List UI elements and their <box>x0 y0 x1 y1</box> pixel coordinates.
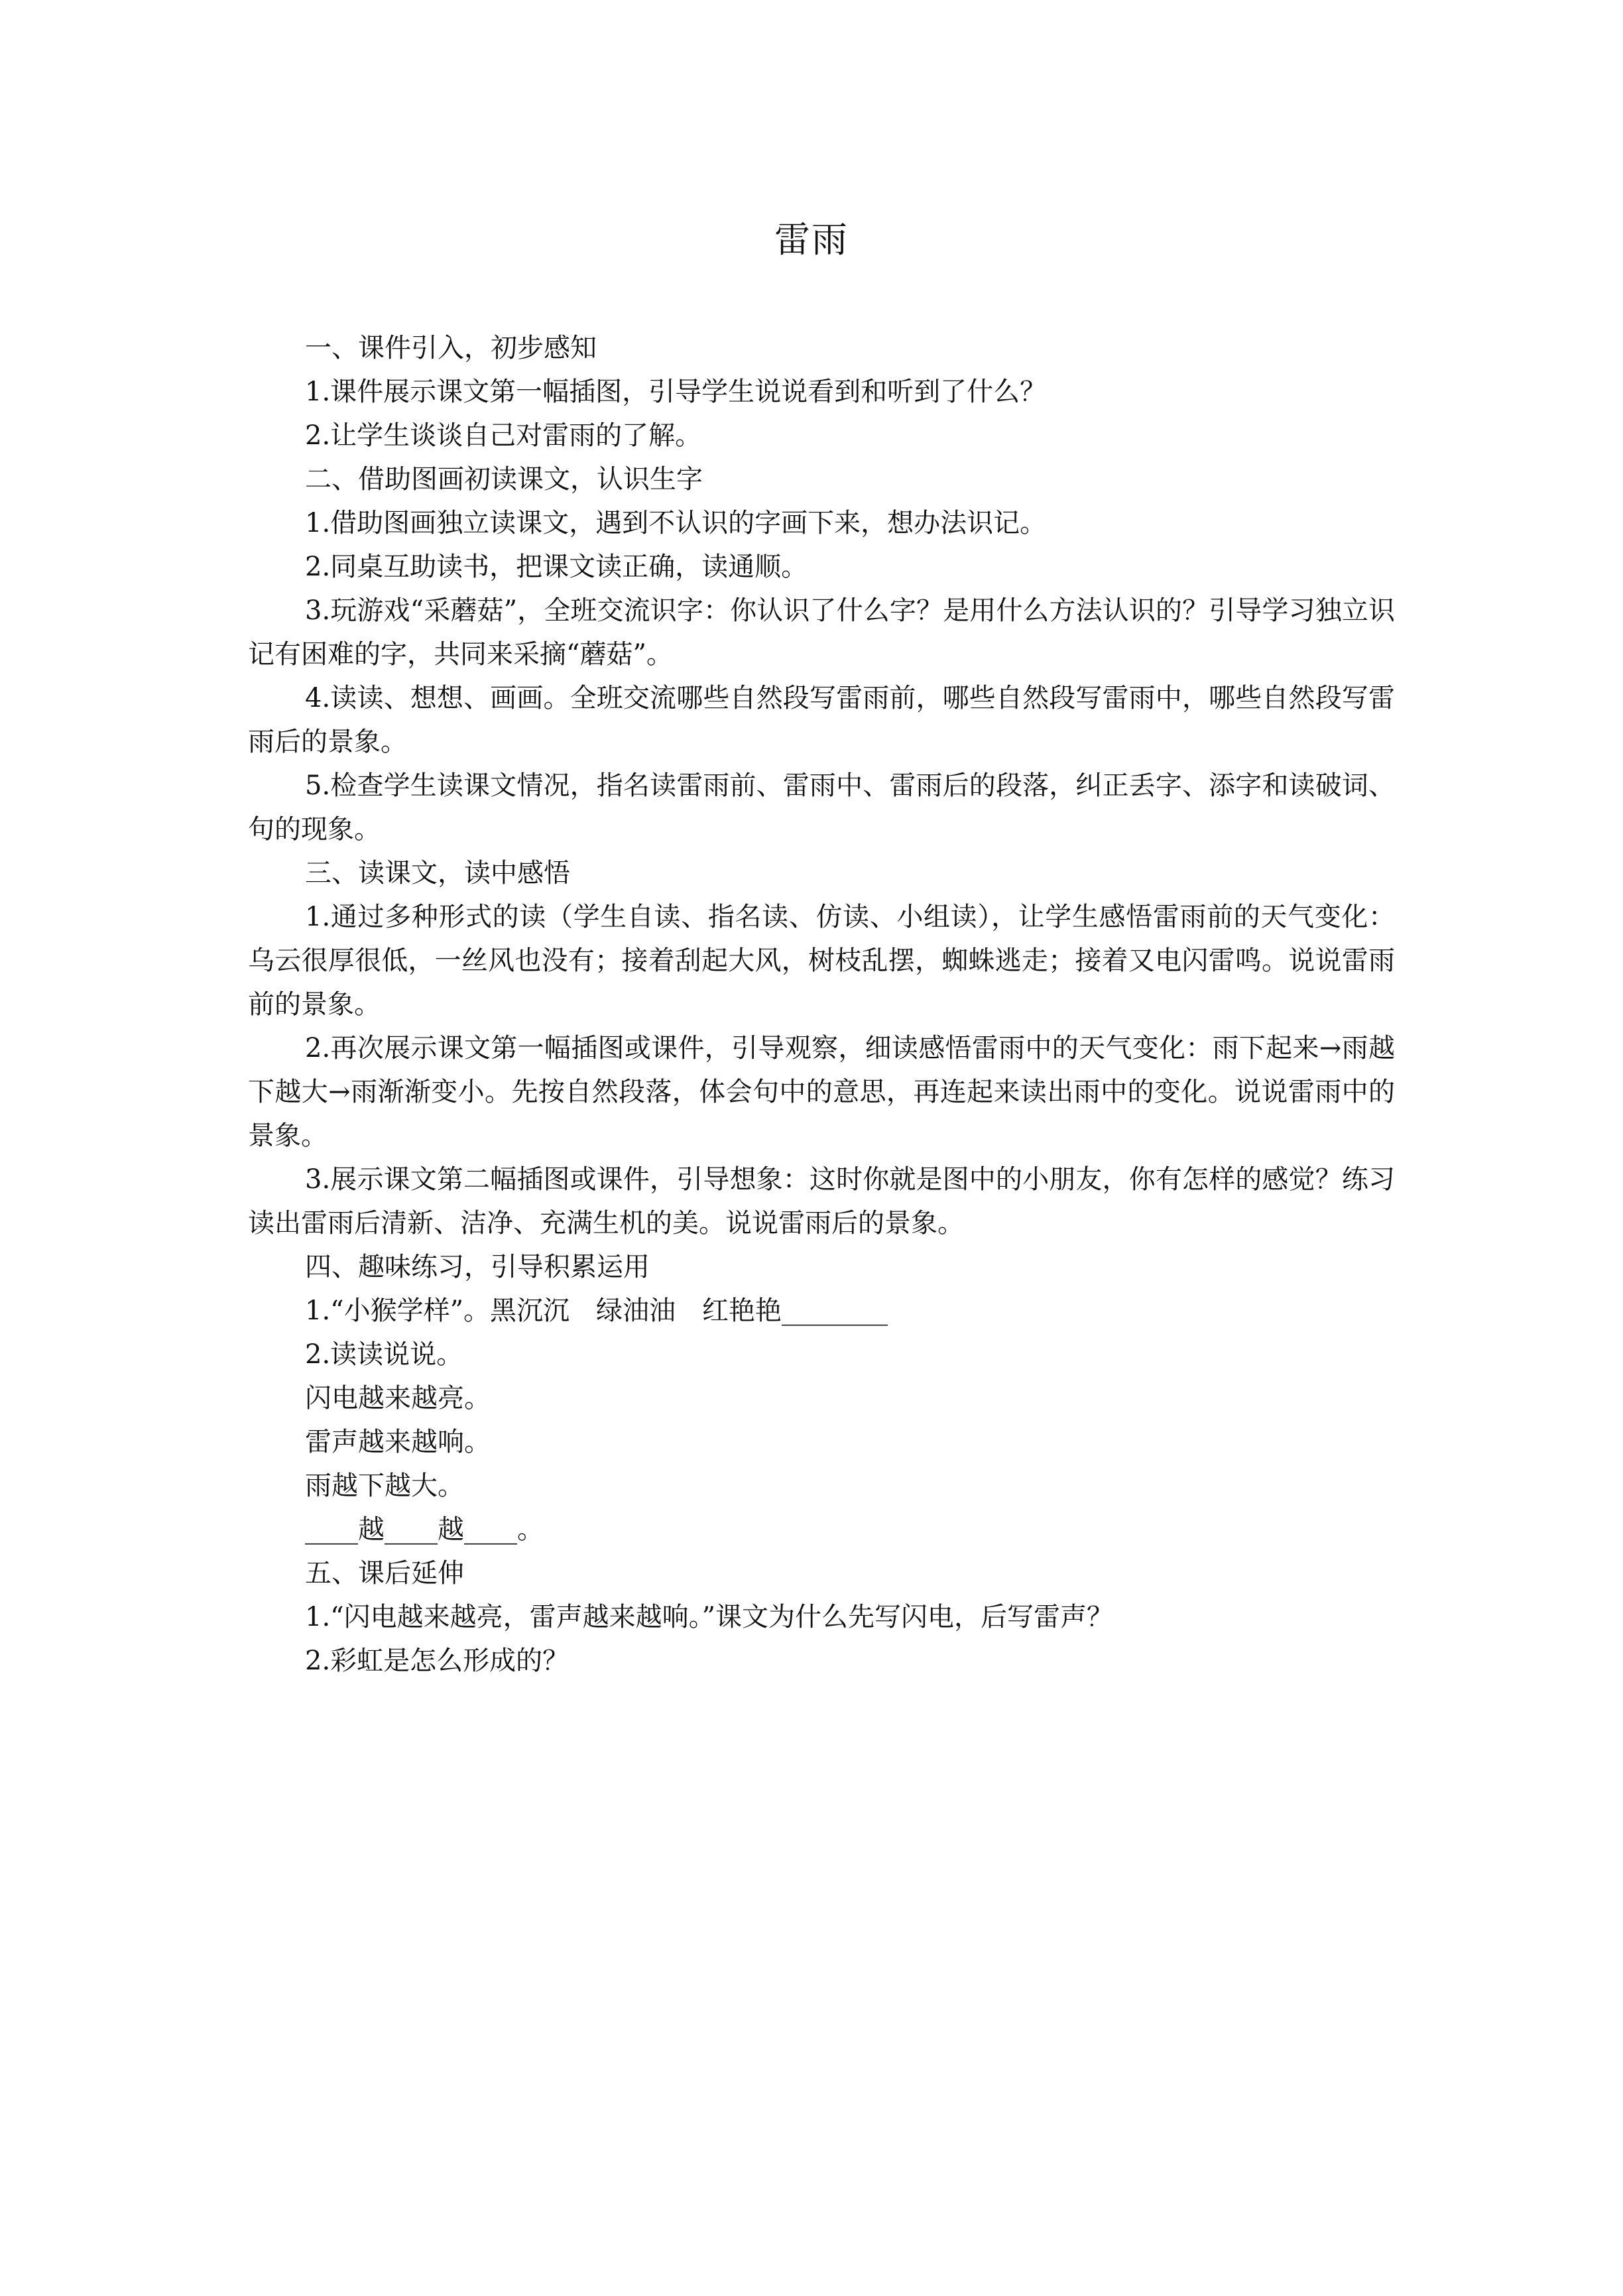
paragraph: 4.读读、想想、画画。全班交流哪些自然段写雷雨前，哪些自然段写雷雨中，哪些自然段写雷雨后的景象。 <box>248 683 1395 757</box>
paragraph: 1.通过多种形式的读（学生自读、指名读、仿读、小组读），让学生感悟雷雨前的天气变化：乌云很厚很低，一丝风也没有；接着刮起大风，树枝乱摆，蜘蛛逃走；接着又电闪雷鸣。说说雷雨前的景象。 <box>248 902 1395 1020</box>
paragraph: 2.同桌互助读书，把课文读正确，读通顺。 <box>305 552 808 582</box>
paragraph: 2.彩虹是怎么形成的？ <box>305 1646 570 1676</box>
paragraph: 3.展示课文第二幅插图或课件，引导想象：这时你就是图中的小朋友，你有怎样的感觉？练习读出雷雨后清新、洁净、充满生机的美。说说雷雨后的景象。 <box>248 1164 1395 1239</box>
paragraph: 2.让学生谈谈自己对雷雨的了解。 <box>305 420 702 451</box>
paragraph: 5.检查学生读课文情况，指名读雷雨前、雷雨中、雷雨后的段落，纠正丢字、添字和读破词、句的现象。 <box>248 770 1395 845</box>
section-heading-4: 四、趣味练习，引导积累运用 <box>305 1252 650 1282</box>
paragraph: 闪电越来越亮。 <box>305 1383 491 1414</box>
document-body <box>248 326 1395 1683</box>
paragraph: 2.再次展示课文第一幅插图或课件，引导观察，细读感悟雷雨中的天气变化：雨下起来→雨越下越大→雨渐渐变小。先按自然段落，体会句中的意思，再连起来读出雨中的变化。说说雷雨中的景象。 <box>248 1033 1395 1151</box>
paragraph: 雨越下越大。 <box>305 1471 464 1501</box>
section-heading-3: 三、读课文，读中感悟 <box>305 858 570 888</box>
section-heading-2: 二、借助图画初读课文，认识生字 <box>305 464 703 495</box>
document-title: 雷雨 <box>774 219 849 261</box>
paragraph: 1.课件展示课文第一幅插图，引导学生说说看到和听到了什么？ <box>305 377 1047 407</box>
section-heading-5: 五、课后延伸 <box>305 1558 464 1589</box>
paragraph: 1.“闪电越来越亮，雷声越来越响。”课文为什么先写闪电，后写雷声？ <box>305 1602 1114 1632</box>
paragraph: ____越____越____。 <box>305 1514 544 1545</box>
paragraph: 2.读读说说。 <box>305 1339 463 1370</box>
paragraph: 雷声越来越响。 <box>305 1427 491 1457</box>
paragraph: 1.“小猴学样”。黑沉沉 绿油油 红艳艳________ <box>305 1296 888 1326</box>
section-heading-1: 一、课件引入，初步感知 <box>305 333 597 363</box>
paragraph: 3.玩游戏“采蘑菇”，全班交流识字：你认识了什么字？是用什么方法认识的？引导学习独立识记有困难的字，共同来采摘“蘑菇”。 <box>248 595 1395 670</box>
paragraph: 1.借助图画独立读课文，遇到不认识的字画下来，想办法识记。 <box>305 508 1047 538</box>
